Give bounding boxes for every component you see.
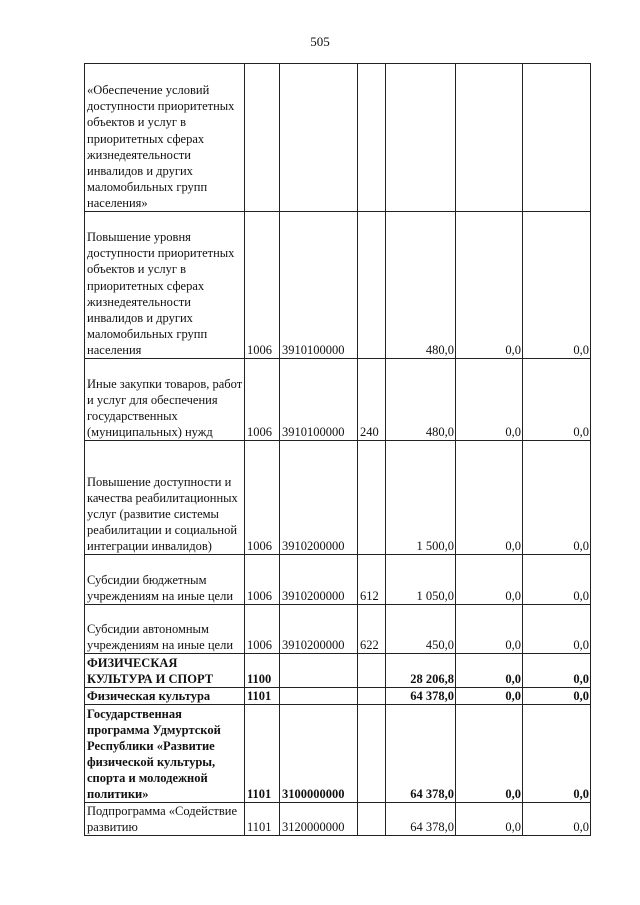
amount-cell: 28 206,8 [386,654,456,688]
value-2-cell: 0,0 [523,605,591,654]
target-code-cell: 3910200000 [280,605,358,654]
expense-type-cell [358,441,386,555]
table-body [85,64,591,836]
table-row [85,441,591,555]
value-1-cell: 0,0 [456,705,523,803]
target-code-cell [280,64,358,212]
expense-type-cell [358,654,386,688]
value-2-cell: 0,0 [523,803,591,836]
name-cell: Субсидии бюджетным учреждениям на иные цели [85,555,245,605]
value-2-cell: 0,0 [523,654,591,688]
amount-cell: 480,0 [386,359,456,441]
value-1-cell: 0,0 [456,359,523,441]
value-2-cell [523,64,591,212]
name-cell: «Обеспечение условий доступности приоритетных объектов и услуг в приоритетных сферах жизнедеятельности инвалидов и других маломобильных групп населения» [85,64,245,212]
budget-table [84,63,591,836]
name-cell: Иные закупки товаров, работ и услуг для обеспечения государственных (муниципальных) нужд [85,359,245,441]
expense-type-cell [358,688,386,705]
section-cell [245,64,280,212]
value-2-cell: 0,0 [523,555,591,605]
expense-type-cell: 612 [358,555,386,605]
target-code-cell: 3910100000 [280,212,358,359]
amount-cell: 64 378,0 [386,705,456,803]
table-row [85,688,591,705]
section-cell: 1006 [245,441,280,555]
expense-type-cell: 240 [358,359,386,441]
section-cell: 1101 [245,688,280,705]
value-2-cell: 0,0 [523,688,591,705]
table-row [85,654,591,688]
amount-cell: 64 378,0 [386,688,456,705]
target-code-cell: 3910100000 [280,359,358,441]
value-1-cell [456,64,523,212]
expense-type-cell [358,705,386,803]
value-2-cell: 0,0 [523,212,591,359]
section-cell: 1100 [245,654,280,688]
target-code-cell: 3120000000 [280,803,358,836]
value-1-cell: 0,0 [456,688,523,705]
name-cell: Физическая культура [85,688,245,705]
value-1-cell: 0,0 [456,212,523,359]
expense-type-cell [358,64,386,212]
amount-cell: 1 500,0 [386,441,456,555]
amount-cell: 64 378,0 [386,803,456,836]
value-1-cell: 0,0 [456,555,523,605]
name-cell: Повышение уровня доступности приоритетных объектов и услуг в приоритетных сферах жизнедеятельности инвалидов и других маломобильных групп населения [85,212,245,359]
value-1-cell: 0,0 [456,803,523,836]
target-code-cell [280,688,358,705]
value-1-cell: 0,0 [456,654,523,688]
expense-type-cell [358,803,386,836]
section-cell: 1006 [245,212,280,359]
table-row [85,555,591,605]
value-1-cell: 0,0 [456,441,523,555]
expense-type-cell: 622 [358,605,386,654]
table-row [85,803,591,836]
name-cell: Государственная программа Удмуртской Республики «Развитие физической культуры, спорта и молодежной политики» [85,705,245,803]
expense-type-cell [358,212,386,359]
section-cell: 1101 [245,705,280,803]
table-row [85,605,591,654]
target-code-cell: 3910200000 [280,441,358,555]
amount-cell: 450,0 [386,605,456,654]
amount-cell: 480,0 [386,212,456,359]
table-row [85,705,591,803]
name-cell: Подпрограмма «Содействие развитию [85,803,245,836]
value-2-cell: 0,0 [523,359,591,441]
section-cell: 1006 [245,605,280,654]
name-cell: Субсидии автономным учреждениям на иные цели [85,605,245,654]
target-code-cell: 3910200000 [280,555,358,605]
section-cell: 1006 [245,359,280,441]
target-code-cell: 3100000000 [280,705,358,803]
table-row [85,359,591,441]
value-1-cell: 0,0 [456,605,523,654]
section-cell: 1006 [245,555,280,605]
page-number: 505 [310,34,330,49]
name-cell: ФИЗИЧЕСКАЯ КУЛЬТУРА И СПОРТ [85,654,245,688]
table-row [85,212,591,359]
target-code-cell [280,654,358,688]
table-row [85,64,591,212]
section-cell: 1101 [245,803,280,836]
amount-cell [386,64,456,212]
amount-cell: 1 050,0 [386,555,456,605]
name-cell: Повышение доступности и качества реабилитационных услуг (развитие системы реабилитации и социальной интеграции инвалидов) [85,441,245,555]
value-2-cell: 0,0 [523,705,591,803]
value-2-cell: 0,0 [523,441,591,555]
